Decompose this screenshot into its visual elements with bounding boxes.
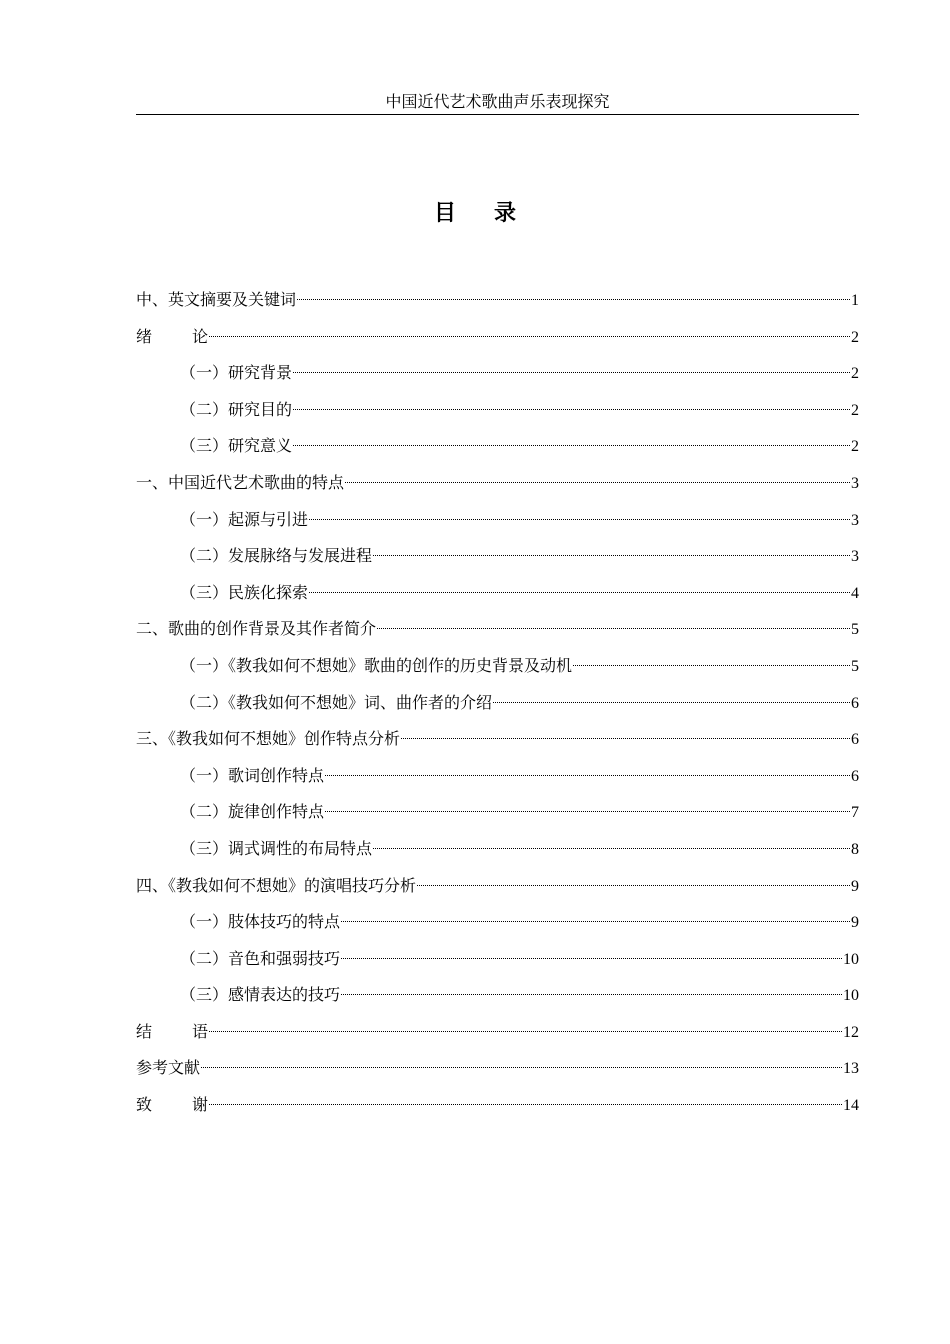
toc-dot-leader bbox=[325, 775, 850, 776]
toc-dot-leader bbox=[377, 628, 850, 629]
toc-entry-page-number: 6 bbox=[851, 694, 859, 712]
toc-entry-label: 三、《教我如何不想她》创作特点分析 bbox=[136, 729, 401, 749]
toc-entry[interactable] bbox=[136, 831, 859, 868]
toc-entry-label: （一）研究背景 bbox=[180, 363, 293, 383]
toc-entry[interactable] bbox=[136, 465, 859, 502]
toc-dot-leader bbox=[573, 665, 850, 666]
toc-entry-label: 四、《教我如何不想她》的演唱技巧分析 bbox=[136, 875, 417, 895]
toc-entry-page-number: 8 bbox=[851, 840, 859, 858]
toc-entry[interactable] bbox=[136, 428, 859, 465]
toc-entry-label: 一、中国近代艺术歌曲的特点 bbox=[136, 472, 345, 492]
toc-dot-leader bbox=[293, 372, 850, 373]
toc-entry-label: （二）音色和强弱技巧 bbox=[180, 948, 341, 968]
toc-entry-page-number: 10 bbox=[843, 987, 859, 1005]
toc-entry-page-number: 2 bbox=[851, 401, 859, 419]
toc-entry[interactable] bbox=[136, 758, 859, 795]
toc-entry-page-number: 1 bbox=[851, 292, 859, 309]
toc-entry-label: （二）发展脉络与发展进程 bbox=[180, 546, 373, 566]
toc-entry-page-number: 6 bbox=[851, 731, 859, 749]
toc-entry-page-number: 5 bbox=[851, 657, 859, 675]
toc-dot-leader bbox=[309, 592, 850, 593]
toc-dot-leader bbox=[209, 1104, 842, 1105]
toc-entry[interactable] bbox=[136, 1014, 859, 1051]
toc-entry-page-number: 10 bbox=[843, 950, 859, 968]
toc-entry[interactable] bbox=[136, 282, 859, 319]
toc-dot-leader bbox=[345, 482, 850, 483]
toc-entry-label: （三）研究意义 bbox=[180, 436, 293, 456]
toc-entry-page-number: 14 bbox=[843, 1097, 859, 1115]
running-header bbox=[136, 90, 859, 115]
toc-entry[interactable] bbox=[136, 868, 859, 905]
toc-entry[interactable] bbox=[136, 977, 859, 1014]
toc-entry[interactable] bbox=[136, 941, 859, 978]
toc-entry-page-number: 3 bbox=[851, 548, 859, 566]
toc-entry-page-number: 13 bbox=[843, 1060, 859, 1078]
toc-entry-label: 中、英文摘要及关键词 bbox=[136, 290, 297, 309]
toc-entry-label: （三）感情表达的技巧 bbox=[180, 985, 341, 1005]
toc-entry[interactable] bbox=[136, 611, 859, 648]
toc-entry-page-number: 6 bbox=[851, 767, 859, 785]
toc-dot-leader bbox=[493, 702, 850, 703]
toc-list bbox=[136, 282, 859, 1124]
toc-entry-page-number: 9 bbox=[851, 877, 859, 895]
toc-dot-leader bbox=[293, 445, 850, 446]
toc-entry-label: （一）《教我如何不想她》歌曲的创作的历史背景及动机 bbox=[180, 655, 573, 675]
toc-entry[interactable] bbox=[136, 1050, 859, 1087]
toc-entry-label: （一）歌词创作特点 bbox=[180, 765, 325, 785]
running-header-title: 中国近代艺术歌曲声乐表现探究 bbox=[385, 92, 610, 111]
toc-entry-label: （三）民族化探索 bbox=[180, 582, 309, 602]
toc-entry-label: 参考文献 bbox=[136, 1058, 201, 1078]
toc-entry-page-number: 2 bbox=[851, 365, 859, 383]
toc-entry-page-number: 5 bbox=[851, 621, 859, 639]
toc-entry-page-number: 7 bbox=[851, 804, 859, 822]
toc-entry-label: （一）肢体技巧的特点 bbox=[180, 912, 341, 932]
toc-dot-leader bbox=[373, 555, 850, 556]
toc-dot-leader bbox=[373, 848, 850, 849]
toc-dot-leader bbox=[401, 738, 850, 739]
toc-entry-page-number: 2 bbox=[851, 438, 859, 456]
toc-dot-leader bbox=[341, 921, 850, 922]
toc-entry-label: 致谢 bbox=[136, 1095, 249, 1115]
toc-dot-leader bbox=[417, 885, 850, 886]
toc-dot-leader bbox=[297, 299, 850, 300]
toc-entry-label: （二）《教我如何不想她》词、曲作者的介绍 bbox=[180, 692, 493, 712]
toc-entry-page-number: 12 bbox=[843, 1023, 859, 1041]
toc-entry[interactable] bbox=[136, 575, 859, 612]
toc-entry-label: 结语 bbox=[136, 1021, 249, 1041]
toc-dot-leader bbox=[209, 1031, 842, 1032]
toc-entry-label: （二）研究目的 bbox=[180, 399, 293, 419]
toc-entry-page-number: 9 bbox=[851, 914, 859, 932]
toc-entry[interactable] bbox=[136, 904, 859, 941]
toc-entry[interactable] bbox=[136, 392, 859, 429]
toc-dot-leader bbox=[201, 1067, 842, 1068]
toc-dot-leader bbox=[293, 409, 850, 410]
toc-dot-leader bbox=[325, 811, 850, 812]
toc-entry[interactable] bbox=[136, 502, 859, 539]
toc-entry-label: 绪论 bbox=[136, 326, 249, 346]
toc-entry-page-number: 3 bbox=[851, 474, 859, 492]
toc-entry[interactable] bbox=[136, 685, 859, 722]
toc-dot-leader bbox=[341, 958, 842, 959]
toc-entry-label: （二）旋律创作特点 bbox=[180, 802, 325, 822]
toc-title: 目录 bbox=[433, 200, 554, 226]
toc-entry-page-number: 3 bbox=[851, 511, 859, 529]
toc-entry[interactable] bbox=[136, 355, 859, 392]
toc-dot-leader bbox=[309, 519, 850, 520]
toc-entry[interactable] bbox=[136, 1087, 859, 1124]
toc-entry[interactable] bbox=[136, 721, 859, 758]
toc-entry[interactable] bbox=[136, 648, 859, 685]
toc-entry-page-number: 2 bbox=[851, 328, 859, 346]
toc-entry[interactable] bbox=[136, 319, 859, 356]
toc-dot-leader bbox=[341, 994, 842, 995]
toc-entry-label: （三）调式调性的布局特点 bbox=[180, 838, 373, 858]
toc-entry-label: 二、歌曲的创作背景及其作者简介 bbox=[136, 619, 377, 639]
toc-entry-label: （一）起源与引进 bbox=[180, 509, 309, 529]
toc-entry-page-number: 4 bbox=[851, 584, 859, 602]
toc-entry[interactable] bbox=[136, 538, 859, 575]
toc-entry[interactable] bbox=[136, 794, 859, 831]
toc-dot-leader bbox=[209, 336, 850, 337]
